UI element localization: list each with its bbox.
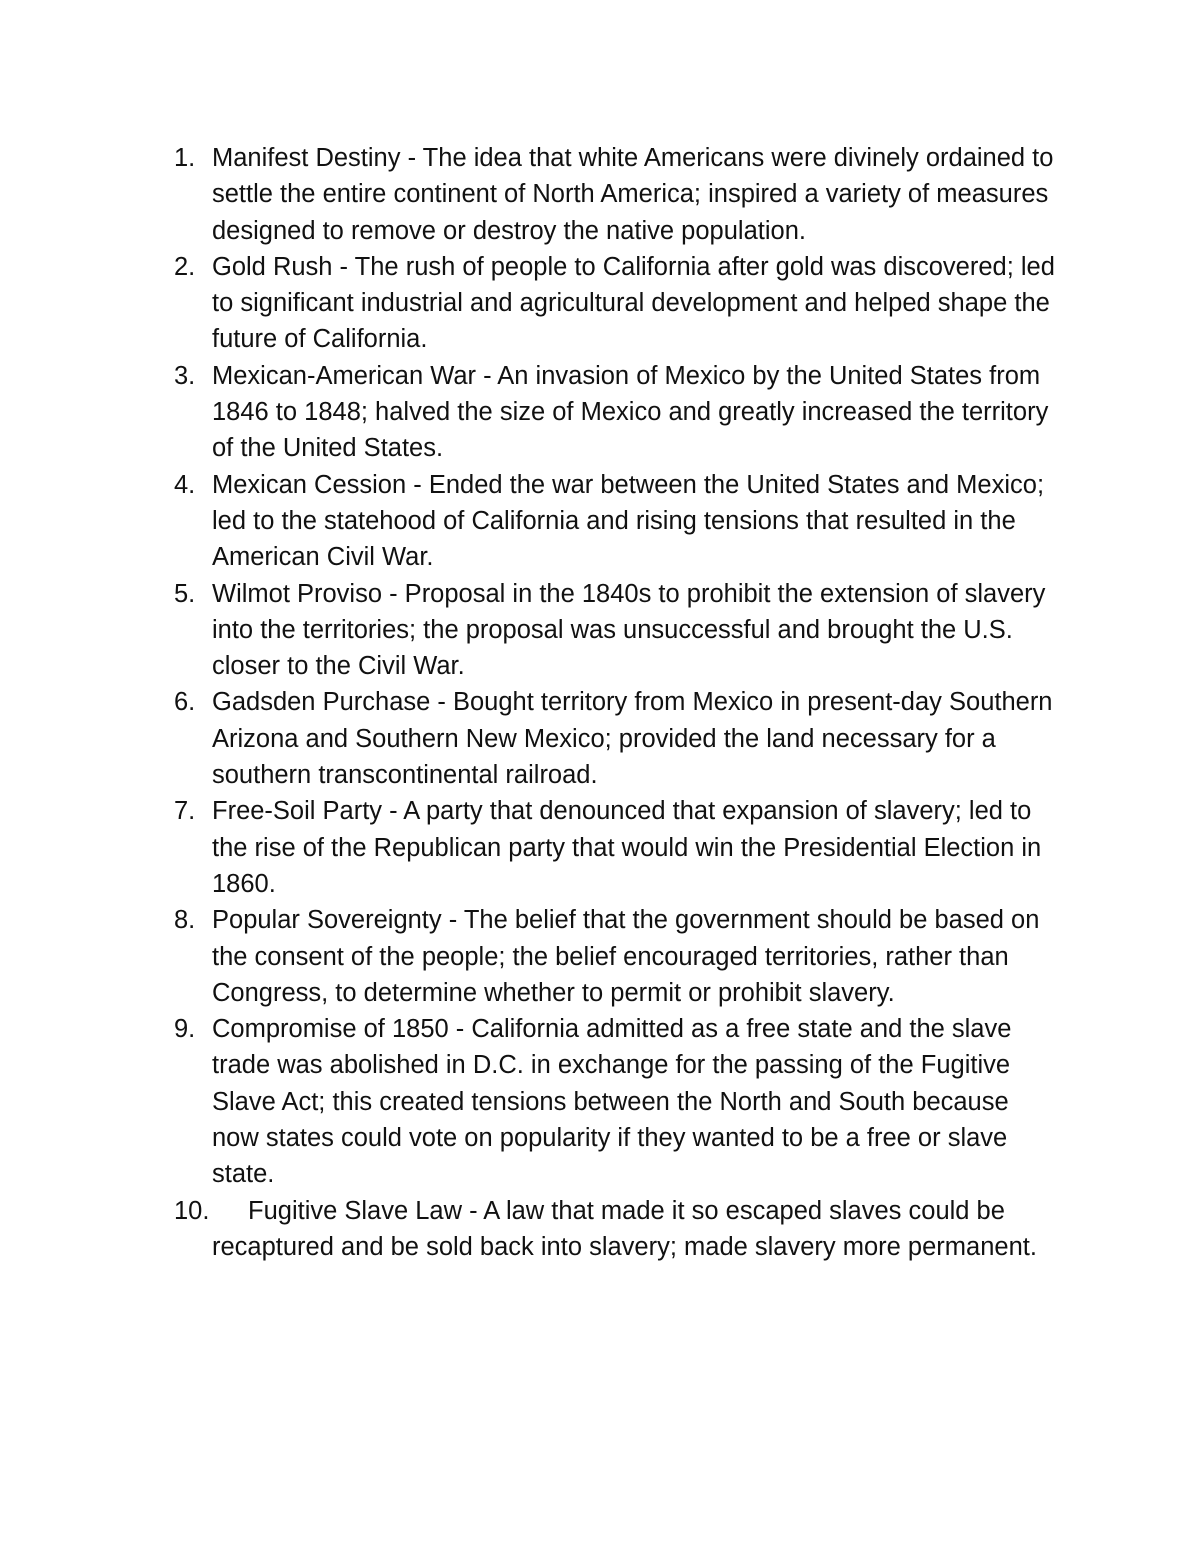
item-number: 2. bbox=[174, 252, 196, 281]
list-item bbox=[0, 249, 1060, 358]
item-number: 6. bbox=[174, 688, 196, 717]
list-item bbox=[0, 1193, 1060, 1266]
item-number: 3. bbox=[174, 361, 196, 390]
list-item bbox=[0, 358, 1060, 467]
item-number: 7. bbox=[174, 797, 196, 826]
item-text: Free-Soil Party - A party that denounced that expansion of slavery; led to the rise of the Republican party that would win the Presidential Election in 1860. bbox=[212, 797, 1042, 898]
list-item bbox=[0, 1011, 1060, 1192]
list-item bbox=[0, 576, 1060, 685]
item-text: Wilmot Proviso - Proposal in the 1840s to prohibit the extension of slavery into the territories; the proposal was unsuccessful and brought the U.S. closer to the Civil War. bbox=[212, 579, 1046, 681]
item-text: Compromise of 1850 - California admitted as a free state and the slave trade was abolished in D.C. in exchange for the passing of the Fugitive Slave Act; this created tensions between the North and South because now states could vote on popularity if they wanted to be a free or slave state. bbox=[212, 1015, 1012, 1189]
list-item bbox=[0, 793, 1060, 902]
item-text: Gold Rush - The rush of people to California after gold was discovered; led to significant industrial and agricultural development and helped shape the future of California. bbox=[212, 252, 1055, 354]
item-text: Fugitive Slave Law - A law that made it so escaped slaves could be recaptured and be sold back into slavery; made slavery more permanent. bbox=[212, 1196, 1037, 1261]
list-item bbox=[0, 467, 1060, 576]
item-text: Gadsden Purchase - Bought territory from Mexico in present-day Southern Arizona and Southern New Mexico; provided the land necessary for a southern transcontinental railroad. bbox=[212, 688, 1053, 790]
item-text: Mexican-American War - An invasion of Mexico by the United States from 1846 to 1848; halved the size of Mexico and greatly increased the territory of the United States. bbox=[212, 361, 1049, 463]
item-number: 4. bbox=[174, 470, 196, 499]
item-number: 5. bbox=[174, 579, 196, 608]
list-item bbox=[0, 684, 1060, 793]
list-item bbox=[0, 902, 1060, 1011]
terms-list bbox=[0, 140, 1200, 1265]
item-number: 8. bbox=[174, 906, 196, 935]
list-item bbox=[0, 140, 1060, 249]
item-text: Manifest Destiny - The idea that white Americans were divinely ordained to settle the entire continent of North America; inspired a variety of measures designed to remove or destroy the native population. bbox=[212, 144, 1054, 245]
item-number: 1. bbox=[174, 144, 196, 172]
item-text: Mexican Cession - Ended the war between the United States and Mexico; led to the statehood of California and rising tensions that resulted in the American Civil War. bbox=[212, 470, 1045, 572]
item-text: Popular Sovereignty - The belief that the government should be based on the consent of the people; the belief encouraged territories, rather than Congress, to determine whether to permit or prohibit slavery. bbox=[212, 906, 1040, 1007]
item-number: 10. bbox=[174, 1196, 210, 1225]
item-number: 9. bbox=[174, 1015, 196, 1044]
